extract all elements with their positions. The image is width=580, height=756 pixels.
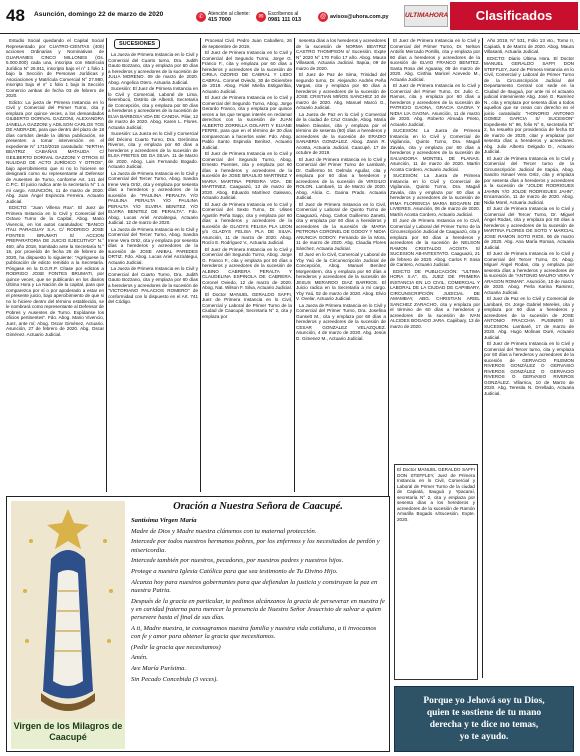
lower-notice-box — [394, 464, 478, 680]
verse-line: Porque yo Jehová soy tu Dios, — [423, 696, 545, 706]
prayer-line: Intercede también por nuestros, pecadores, por nuestros padres y nuestros hijos. — [131, 557, 344, 565]
notice: El Juez de Primera Instancia en lo Civil y Comercial del Tercer turno de la Circunscripción Judicial de Itapúa, Abog. Sandro Ismael Vera Ortiz, cita y emplaza por sesenta días a herederos y acreedores a la sucesión de "JOLDE RODRIGUES JAHNN Y/O JOLDE RODRIGUES JAHN". Encarnación, 11 de marzo de 2020. Abog. Nidia Morel, Actuaria Judicial. — [484, 155, 574, 205]
notice: El Juez de Primera Instancia en lo Civil y Comercial del Segundo Turno, Abog. Jorge Gerardo Franco, cita y emplaza por quince veces a los que tengan interés en reclamar derechos con la sucesión de JUAN ALBERTO ZORRILLA GOLARTI Y ELIANE FERRE, para que en el término de 30 días comparezcan a hacerlos valer. Fdo. Abog. Pablo Santo Espinola Benítez, Actuario Judicial. — [202, 95, 292, 150]
prayer-line: (Pedir la gracia que necesitamos) — [131, 643, 221, 651]
notice: El Juez de Primera Instancia en lo Civil y Comercial del Sexto Turno, Dr. Ulises Agustín Peña Sapp, cita y emplaza por 60 días a herederos y acreedores de la sucesión de GLADYS FELISA PLA LEON y/o GLADYS FELISA PLA DE SILVA. Asunción, 11 de marzo de 2020. Abog. Rocío E. Rodríguez V., Actuaria Judicial. — [202, 201, 292, 245]
notice: sesenta días a los herederos y acreedores de la sucesión de NORMA BEATRIZ CASTRO THOMPSON s/ Sucesión. Expte N° 2020 N° 170 Folio 17 año. Abog. Maura Villasanti, Actuaria Judicial. Itapúa, 09 de marzo de 2020. — [296, 38, 386, 71]
notice: La Jueza de Primera Instancia en lo Civil y Comercial del Tercer Turno, Abog. Sandra Irene Vera Ortiz, cita y emplaza por sesenta días a herederos y acreedores de la sucesión de "PAULINA PERALTA Y/O PAULINA PERALTA Y/O PAULINA PERALTA Y/O ELVIRA BENITEZ Y/O ELVIRA BENITEZ DE PERALTA". Fdo. Abog. Lucas Ariel Anzoátegui, Actuario Judicial. 12 de marzo de 2020. — [108, 170, 198, 225]
notice: El Juez de Primera Instancia en lo Civil y Comercial del Segundo Turno, Abog. Jorge G. Franco F., cita y emplaza por 60 días a herederos y acreedores de la sucesión de ALBINO CABRERA PERALTA Y CLAUDELINA ESPINOLA DE CABRERA. Coronel Oviedo, 12 de marzo de 2020. Abog. Nat. Wilson F. Silva, Actuario Judicial. — [202, 246, 292, 290]
verse-line: quien te sostiene de tu mano — [426, 708, 542, 718]
notice: EDICTO: "Juan Villena Roa". El Juez de Primera Instancia en lo Civil y Comercial del Octavo Turno de la Capital, Abog. Mario Vivencio, en los autos caratulados: "BANCO ITAU PARAGUAY S.A. C/ RODRIGO JOSE FONTES BRUMATI S/ ACCION PREPARATORIA DE JUICIO EJECUTIVO" N.° 460, año 2018, tramitado ante la Secretaría N.° 15, por proveído de fecha 25 de febrero de 2020, ha dispuesto lo siguiente: "Agréguese la publicación de edicto remitido a la Secretaría. Póngase en la D.G.R.P. Cítase por edictos a RODRIGO JOSE FONTES BRUMATI, por quince veces, que se publicarán en los diarios Última Hora y La Nación de la capital, para que comparezca por sí o por apoderado a estar en el presente juicio, bajo apercibimiento de que si no lo hiciere dentro del término establecido, se le nombrará como representante al Defensor de Pobres y Ausentes de Turno. Expídanse los oficios pertinentes". Fdo. Abog. Mario Vivencio, Juez, ante mí: Abog. Oscar Giménez, Actuario. Asunción, 27 de febrero de 2020. Abg. Oscar Giménez. Actuario Judicial. — [6, 205, 104, 337]
notice: La Jueza de Primera Instancia en lo Civil y Comercial del Cuarto Turno, Dra. Judith Gauto Bozzano, cita y emplaza por 60 días a herederos y acreedores de la sucesión de "VICTORIANO PALACIOS ROMERO" de conformidad con lo dispuesto en el Art. 741 del Código. — [108, 266, 198, 304]
notice: La Jueza de Primera Instancia en lo Civil y Comercial del Tercer Turno, Abog. Sandra Irene Vera Ortiz, cita y emplaza por sesenta días a herederos y acreedores de la sucesión de JOSE ANIBAL PAREDES ORTIZ. Fdo. Abog. Lucas Ariel Anzoátegui, Actuario Judicial. — [108, 226, 198, 265]
prayer-line: Santísima Virgen María — [131, 517, 197, 524]
notice: El Juez de Primera Instancia en lo Civil y Comercial del Primer Turno, Dr. Nelson Antolín Mercado Portillo, cita y emplaza por 60 días a herederos y acreedores de la sucesión de ELVIO FRANCO BENITEZ. Santa Rosa del Aguaray, 09 de marzo de 2020. Abg. Cinthia Maricel Acevedo M., Actuaria Judicial. — [390, 38, 480, 82]
phone-contact — [196, 6, 250, 28]
date-line: Asunción, domingo 22 de marzo de 2020 — [34, 11, 164, 18]
notice: El Juez de Primera Instancia en lo Civil y Comercial del Tercer Turno, Dr. Abog. Miguel Ángel Rodas, cita y emplaza por sesenta días a herederos y acreedores de la sucesión de "ANTONIO MAURO VERA Y ARAGON ROMAN". Asunción, 10 de marzo de 2020. Abog. Perla Karina Ramirez, Actuaria Judicial. — [484, 251, 574, 295]
column-2 — [108, 38, 198, 468]
whatsapp-contact — [256, 6, 301, 28]
verse-line: yo te ayudo. — [459, 732, 509, 742]
virgin-illustration — [11, 501, 125, 721]
notice: Año 2019, N° 531, Folio 13 vto., Tomo II, Capiatá, 5 de Marzo de 2020. Abog. Maura Villasanti, Actuaria Judicial. — [484, 38, 574, 54]
notice: El Doctor MANUEL GERALDO SAFFI, Juez de Primera Instancia en lo Civil, Comercial y Laboral de Primer Turno de la Ciudad de Caacupé, Secretaría N° 2, cita y emplaza por — [202, 291, 292, 319]
prayer-line: Protege a nuestra Iglesia Católica para que sea testimonio de Tu Divino Hijo. — [131, 568, 338, 576]
notice: EDICTO DE PUBLICACIÓN: "ULTIMA HORA S.A". EL JUEZ DE PRIMERA INSTANCIA EN LO CIVIL, COMERCIAL Y LABORAL DE LA CIUDAD DE CAPIIBARY, CIRCUNSCRIPCIÓN JUDICIAL DE AMAMBAY, ABG. CHRISTIAN ARIEL SANCHEZ ZARACHO, cita y emplaza por el término de 60 días a herederos y acreedores de la sucesión de IVAN ALCIDES BOGADO JARA. Capiibary, 13 de marzo de 2020. — [390, 268, 480, 329]
bible-verse-ad — [394, 686, 574, 752]
notice: Edicto: La jueza de Primera Instancia en lo Civil y Comercial del Primer Turno, cita y emplaza por quince veces, a los demandados GILBERTO DORIVAL GAZZONI, ALEXANDRA JANELLA GAZZONI y ADILSON CARLOS TOS DE ANDRADE, para que dentro del plazo de 18 días corridos desde la última publicación, se presenten a tomar intervención en el expediente N° 1710/2018 caratulado: "NIRTHA BEATRIZ CABAÑAS MATAUDA C/ GEILBERTO DORIVAL GAZZONI Y OTROS S/ NULIDAD DE ACTO JURÍDICO Y OTROS", bajo apercibimiento que si no lo hicieren se designará como su representante al Defensor de Ausentes de Turno, conforme Art. 141 del C.P.C. El juicio radica ante la secretaría N° 1 a mi cargo. ASUNCIÓN, 11 de marzo de 2020. Abg. Juan Ángel Espinoza Ferreira. Actuario Judicial. — [6, 99, 104, 204]
notice: EDICTO: Diario Última Hora. El Doctor MANUEL GERALDO SAFFI DON STEFFLEY, Juez de Primera Instancia en lo Civil, Comercial y Laboral de Primer Turno de la Circunscripción Judicial del Departamento Central con sede en la Ciudad de Itauguá, por ante mi el actuario judicial interviniente Abg. José G. Ramírez N., cita y emplaza por sesenta días a todos aquellos que se crean con derecho en el juicio caratulado: "HONORIO ANTONIO GOMEZ GARCIA S/ SUCESION" Expediente N° 96, folio N° 6, secretaría N° 2, ha resuelto por providencia de fecha 03 de marzo de 2020, citar y emplazar por sesenta días a herederos y acreedores. Abg. Julio Alberto Delgado D., Actuario Judicial. — [484, 55, 574, 154]
email-address: avisos@uhora.com.py — [330, 14, 389, 20]
phone-label: Atención al cliente: — [208, 11, 250, 17]
prayer-line: Intercede por todos nuestros hermanos pobres, por los enfermos y los necesitados de perdón y misericordia. — [131, 538, 380, 554]
virgin-image — [11, 501, 125, 749]
notice: El Juez de Primera Instancia en lo Civil y Comercial del Tercer turno, cita y emplaza por 60 días a herederos y acreedores de la sucesión de GERVACIO FILEMON RIVEROS GONZÁLEZ O GERVASIO RIVEROS GONZÁLEZ O GERVACIO RIVEROS O GERVASIO RIVEROS GONZÁLEZ. Villarrica, 10 de Marzo de 2020. Abg. Teresita N. Orrellado, Actuaria Judicial. — [484, 341, 574, 396]
brand-logo: ULTIMAHORA — [404, 5, 448, 27]
page-number: 48 — [6, 6, 25, 25]
notice: El Doctor MANUEL GERALDO SAFFI DON STEFFLEY, Juez de Primera Instancia en lo Civil, Comercial y Laboral de Primer Turno de la ciudad de Capiatá, Itauguá y Ypacaraí, secretaría N° 2, cita y emplaza por sesenta días a los herederos y acreedores de la sucesión de Ramón Amarilla Bogado s/Sucesión. Expte. 2020. — [397, 467, 475, 522]
column-4 — [296, 38, 386, 468]
column-divider — [294, 38, 295, 492]
category-tag: SUCESIONES — [114, 39, 160, 49]
notice: El Juez de Primera Instancia en lo Civil, Comercial y Laboral de Quinto Turno de Caaguazú, Abog. Carlos Guillermo Zanetti, cita y emplaza por 60 días a herederos y acreedores de la sucesión de MARIA PETRONA CORONEL DE GODOY Y NIDIA ANUNCIA GODOY. Fernando de la Mora, 11 de marzo de 2020. Abg. Claudia Flores Sánchez, Actuaria Judicial. — [296, 201, 386, 251]
column-divider — [106, 38, 107, 492]
notice: El Juez de Paz en lo Civil y Comercial de Lambaré, Dr. Jorge Gabriel Mereles, cita y emplaza por 60 días a herederos y acreedores de la sucesión de JOSE ANTONIO FRACCHIA PUSINERI S/ SUCESION. Lambaré, 17 de marzo de 2020. Abg. Hugo Molinas Duré, Actuario Judicial. — [484, 296, 574, 340]
notice: El Juez en lo Civil, Comercial y Laboral de Yby Yaú de la Circunscripción Judicial de Concepción, Abog. Manuel Benítez Morgenstern, cita y emplaza por 60 días a herederos y acreedores de la sucesión de JESUS MERARDO DIAZ BARRIOS. El Juicio radica en la Secretaría a mi cargo. Yby Yaú, 02 de marzo de 2020. Abog. Elvio V. Ovelar, Actuario Judicial. — [296, 252, 386, 301]
notice: SUCESIÓN: La Jueza de Primera Instancia en lo Civil y Comercial de Vigilancia, Quinto Turno, Dra. Magalí Zavala, cita y emplaza por 60 días a herederos y acreedores de la sucesión de IRMA FLORENCIA MARIA BOGARIN DE LIVIERES. Asunción, 06 de marzo de 2020. Martín Acosta Cordero, Actuario Judicial. — [390, 173, 480, 217]
prayer-line: Madre de Dios y Madre nuestra clámenos con tu maternal protección. — [131, 527, 317, 535]
notice: La Jueza de Primera Instancia en lo Civil y Comercial del Cuarto turno, Dra. Judith Gauto Bozzano, cita y emplaza por 60 días a herederos y acreedores de la sucesión de JULIA MORENO. 09 de marzo de 2020. Abog. Angelica Otero. Actuaria Judicial. — [108, 52, 198, 85]
notice: El Juez de Primera Instancia en lo Civil y Comercial del Primer Turno, Dr. Julio C. Ramos, cita y emplaza por 60 días a herederos y acreedores de la sucesión de PATRICIO GAONA, GRACIA GAONA Y NIDIA LIA GAONA. Asunción, 11 de marzo de 2020. Abg. Roberto Almada Prieto, Actuario Judicial. — [390, 83, 480, 127]
notice: El Juez de Primera Instancia en lo Civil, Comercial y Laboral del Primer Turno de la Circunscripción Judicial de Caaguazú, cita y emplaza por 60 días a herederos y acreedores de la sucesión de NELSON RAMON CRISTALDO ACOSTA S/ SUCESION AB-INTESTATO. Caaguazú, 21 de febrero de 2020. Abog. Carlos F. Sosa de Cantero, Actuario Judicial. — [390, 218, 480, 267]
prayer-text — [131, 517, 385, 745]
notice: Sucesión: El Juez de Primera Instancia en lo Civil y Comercial, Laboral de Lima, Ñeembucú, Distrito de Alberdi, Secretaría de Concepción, cita y emplaza por 60 días a herederos y acreedores de la sucesión de ELVA BARBOSA VDA DE CANDIA. Pilar, 12 de marzo de 2020. Abog. Karen L. Flores. Actuaria Judicial. — [108, 86, 198, 130]
verse-line: derecha y te dice no temas, — [429, 720, 539, 730]
prayer-line: Ave María Purísima. — [131, 665, 187, 673]
email-contact — [318, 6, 389, 28]
notice: El Juez de Primera Instancia en lo Civil y Comercial del Primer Turno de Lambaré, Dr. Guillermo M. Delmás Aguilar, cita y emplaza por 60 días a herederos y acreedores de la sucesión de VIRGILIO ROLON. Lambaré, 11 de Marzo de 2020. Abog. Alicia C. Gaona Prado. Actuaria Judicial. — [296, 156, 386, 200]
whatsapp-icon: ✉ — [256, 12, 266, 22]
page-header — [0, 0, 580, 34]
notice: El Juez de Paz de Sima, Trinidad del segundo turno, Dr. Alejandro Andrés Peña Vargas, cita y emplaza por 60 días a herederos y acreedores de la sucesión de JOSE CRISTIAN MIÑOS SANCHEZ 10 de marzo de 2020. Abg. Manuel Marcó G., Actuario Judicial. — [296, 72, 386, 110]
prayer-line: Sin Pecado Concebida (3 veces). — [131, 675, 218, 683]
prayer-line: A ti, Madre nuestra, te consagramos nuestra familia y nuestra vida cotidiana, a ti invocamos con fe y amor para obtener la gracia que necesitamos. — [131, 624, 377, 640]
notice: Procesal Civil. Pedro Juan Caballero, 26 de septiembre de 2019. — [202, 38, 292, 49]
prayer-line: Alcanza hoy para nuestros gobernantes para que defiendan la justicia y construyan la paz en nuestra Patria. — [131, 578, 378, 594]
column-divider — [482, 38, 483, 678]
phone-icon: ✆ — [196, 12, 206, 22]
notice: Sucesión: La Jueza en lo Civil y Comercial del Décimo Cuarto Turno, Dra. Gerónima Riveros, cita y emplaza por 60 días a herederos y acreedores de la sucesión de ELSA FRETES DE DA SILVA. 11 de Marzo de 2020. Abog. Luis Fernando Bogado. Actuario Judicial. — [108, 131, 198, 169]
column-1 — [6, 38, 104, 462]
column-3 — [202, 38, 292, 468]
phone-number: 415 7000 — [208, 17, 231, 23]
prayer-line: Después de la gracia en particular, te pedimos alcánzanos la gracia de perseverar en nuestra fe y en caridad fraterna para merecer la presencia de Nuestro Señor Jesucristo de salvar a quien persevere hasta el final de sus días. — [131, 597, 385, 622]
whatsapp-label: Escríbenos al — [268, 11, 299, 17]
email-icon: @ — [319, 14, 327, 20]
notice: La Jueza de Paz en lo Civil y Comercial de la ciudad de Cruz Grande, Abog. María Mailen Dávalos, cita y emplaza por el término de sesenta (60) días a herederos y acreedores de la sucesión de ERADIO SANABRIA GONZALEZ. Abog. Zanin R. Acosta, Actuaria Judicial. Caacupé, 17 de octubre de 2019. — [296, 111, 386, 155]
column-divider — [200, 38, 201, 492]
whatsapp-number: 0981 111 013 — [268, 17, 302, 23]
section-title: Clasificados — [450, 2, 578, 30]
notice: Estudio Social quedando el Capital Social Representado por CUATRO-CIENTAS (400) acciones Ordinarias y Nominativas de GUARANIES CINCO MILLONES (Gs. 5.000.000) cada una, inscripta con Matrícula Jurídica N° 26.911, inscripto bajo el n° 1 folio 1 bajo la Sección de Personas Jurídicas y Asociaciones y Matrícula Comercial N° 27.980, inscripto bajo el n° 1 folio 1 bajo la Sección Comercio ambas de fecha 03 de febrero de 2020. — [6, 38, 104, 98]
column-6 — [484, 38, 574, 678]
notice: La Jueza de Primera Instancia en lo Civil y Comercial del Primer Turno, Dra. Josefina Gunsett M., cita y emplaza por 60 días a herederos y acreedores de la sucesión de CESAR GONZALEZ VELAZQUEZ. Asunción, 4 de marzo de 2020. Abg. Jesús D. Gimenez M., Actuario Judicial. — [296, 302, 386, 341]
column-5 — [390, 38, 480, 468]
prayer-box — [6, 496, 390, 752]
prayer-line: Amén. — [131, 654, 148, 662]
notice: SUCESIÓN: La Jueza de Primera Instancia en lo Civil y Comercial de Vigilancia, Quinto Turno, Dra. Magalí Zavala, cita y emplaza por 60 días a herederos y acreedores de la sucesión de SALVADORA MONTIEL DE PLANAS. Asunción, 11 de marzo de 2020. Martín Acosta Cordero, Actuario Judicial. — [390, 128, 480, 172]
prayer-title: Oración a Nuestra Señora de Caacupé. — [173, 501, 343, 512]
notice: El Juez de Primera Instancia en lo Civil y Comercial del Segundo Turno, Jorge G. Franco F., cita y emplaza por 60 días a herederos y acreedores de la sucesión de CIRILA OZORIO DE CABRAL Y LIDIO CABRAL. Coronel Oviedo, 30 de Diciembre de 2019. Abog. Fidel Mieña Estigarribia, Actuario Judicial. — [202, 50, 292, 94]
notice: El Juez de Primera Instancia en lo Civil y Comercial del Segundo Turno, Abog. Ernesto Puentes, cita y emplaza por 60 días a herederos y acreedores de la sucesión de JOSE BRAULIO MARTINEZ Y MARIA MARTINA PEREIRA VDA. DE MARTINEZ. Caaguazú, 13 de marzo de 2020. Abog. Eduardo Martínez Galeano, Actuario Judicial. — [202, 151, 292, 200]
notice: El Juez de Primera Instancia en lo Civil y Comercial del Tercer Turno, Dr. Miguel Ángel Rodas, cita y emplaza por 60 días a herederos y acreedores de la sucesión de MARTINA FLORES DE SOTO Y MARCIAL JOSE RAMON SOTO RIOS. 06 de marzo de 2020. Abg. Ana María Roman, Actuaria Judicial. — [484, 206, 574, 250]
virgin-caption: Virgen de los Milagros de Caacupé — [11, 719, 125, 749]
